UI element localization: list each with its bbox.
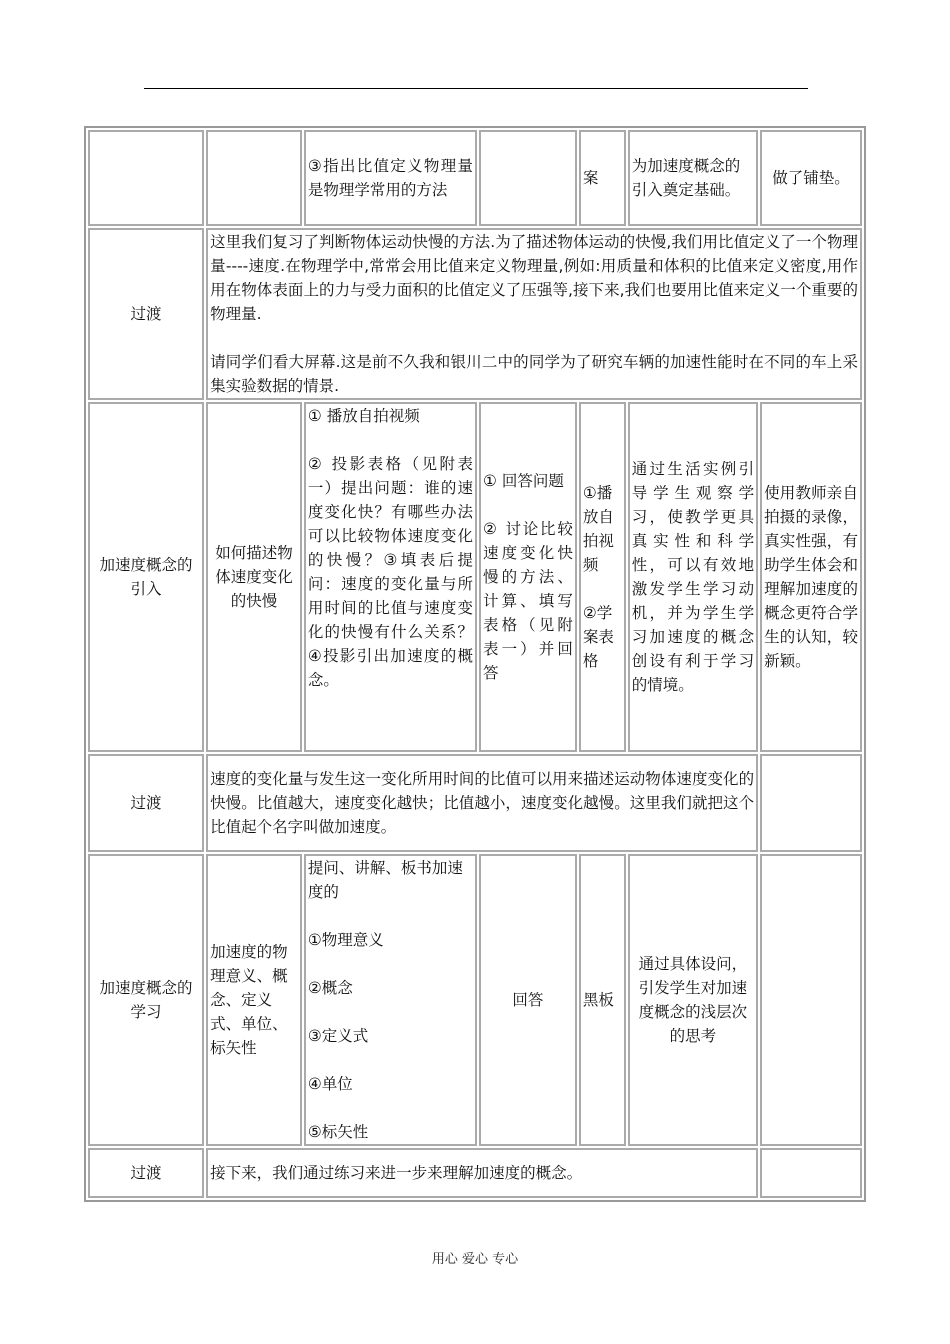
table-row [88, 130, 862, 226]
intent-cell: 通过生活实例引导学生观察学习，使教学更具真实性和科学性，可以有效地激发学生学习动机，并为学生学习加速度的概念创设有利于学习的情境。 [628, 402, 758, 752]
content-cell: 如何描述物体速度变化的快慢 [206, 402, 302, 752]
teacher-step: ③指出比值定义物理量是物理学常用的方法 [307, 157, 474, 199]
page-footer: 用心 爱心 专心 [431, 1252, 519, 1267]
lesson-plan-table [84, 126, 866, 1202]
note-cell [760, 854, 862, 1146]
table-row [88, 228, 862, 400]
teacher-activity-cell [304, 130, 477, 226]
intent-cell: 通过具体设问，引发学生对加速度概念的浅层次的思考 [628, 854, 758, 1146]
teacher-step: ① 播放自拍视频 [307, 407, 420, 425]
transition-paragraph: 请同学们看大屏幕.这是前不久我和银川二中的同学为了研究车辆的加速性能时在不同的车上采集实验数据的情景. [210, 353, 858, 395]
table-row [88, 1148, 862, 1198]
content-cell [206, 130, 302, 226]
note-cell: 做了铺垫。 [760, 130, 862, 226]
student-step: ② 讨论比较速度变化快慢的方法、计算、填写表格（见附表一）并回答 [483, 520, 573, 682]
intent-cell: 为加速度概念的引入奠定基础。 [628, 130, 758, 226]
note-cell [760, 1148, 862, 1198]
transition-text-cell: 速度的变化量与发生这一变化所用时间的比值可以用来描述运动物体速度变化的快慢。比值越大，速度变化越快；比值越小，速度变化越慢。这里我们就把这个比值起个名字叫做加速度。 [206, 754, 758, 852]
media-item: ①播放自拍视频 [582, 484, 614, 574]
table-row [88, 754, 862, 852]
media-item: ②学案表格 [582, 604, 614, 670]
transition-text-cell: 接下来，我们通过练习来进一步来理解加速度的概念。 [206, 1148, 758, 1198]
media-cell [579, 402, 626, 752]
student-step: ① 回答问题 [483, 472, 564, 490]
table-row [88, 854, 862, 1146]
teacher-step: ②概念 [307, 979, 353, 997]
stage-cell: 过渡 [88, 1148, 204, 1198]
teacher-step: ③定义式 [307, 1027, 369, 1045]
transition-text-cell [206, 228, 862, 400]
media-cell: 案 [579, 130, 626, 226]
note-cell: 使用教师亲自拍摄的录像，真实性强，有助学生体会和理解加速度的概念更符合学生的认知，较新颖。 [760, 402, 862, 752]
student-activity-cell [479, 130, 577, 226]
teacher-step: ④单位 [307, 1075, 353, 1093]
student-activity-cell: 回答 [479, 854, 577, 1146]
teacher-step: ⑤标矢性 [307, 1123, 369, 1141]
table-row [88, 402, 862, 752]
stage-cell: 过渡 [88, 754, 204, 852]
teacher-step: ①物理意义 [307, 931, 384, 949]
transition-paragraph: 这里我们复习了判断物体运动快慢的方法.为了描述物体运动的快慢,我们用比值定义了一个物理量----速度.在物理学中,常常会用比值来定义物理量,例如:用质量和体积的比值来定义密度,用作用在物体表面上的力与受力面积的比值定义了压强等,接下来,我们也要用比值来定义一个重要的物理量. [210, 233, 858, 323]
note-cell [760, 754, 862, 852]
stage-cell: 过渡 [88, 228, 204, 400]
teacher-step: ② 投影表格（见附表一）提出问题：谁的速度变化快？有哪些办法可以比较物体速度变化的快慢？③填表后提问：速度的变化量与所用时间的比值与速度变化的快慢有什么关系？④投影引出加速度的概念。 [307, 455, 474, 689]
student-activity-cell [479, 402, 577, 752]
stage-cell [88, 130, 204, 226]
teacher-activity-cell [304, 854, 477, 1146]
header-rule [144, 88, 808, 89]
stage-cell: 加速度概念的引入 [88, 402, 204, 752]
stage-cell: 加速度概念的学习 [88, 854, 204, 1146]
teacher-activity-cell [304, 402, 477, 752]
media-cell: 黑板 [579, 854, 626, 1146]
teacher-step: 提问、讲解、板书加速度的 [307, 859, 463, 901]
content-cell: 加速度的物理意义、概念、定义式、单位、标矢性 [206, 854, 302, 1146]
